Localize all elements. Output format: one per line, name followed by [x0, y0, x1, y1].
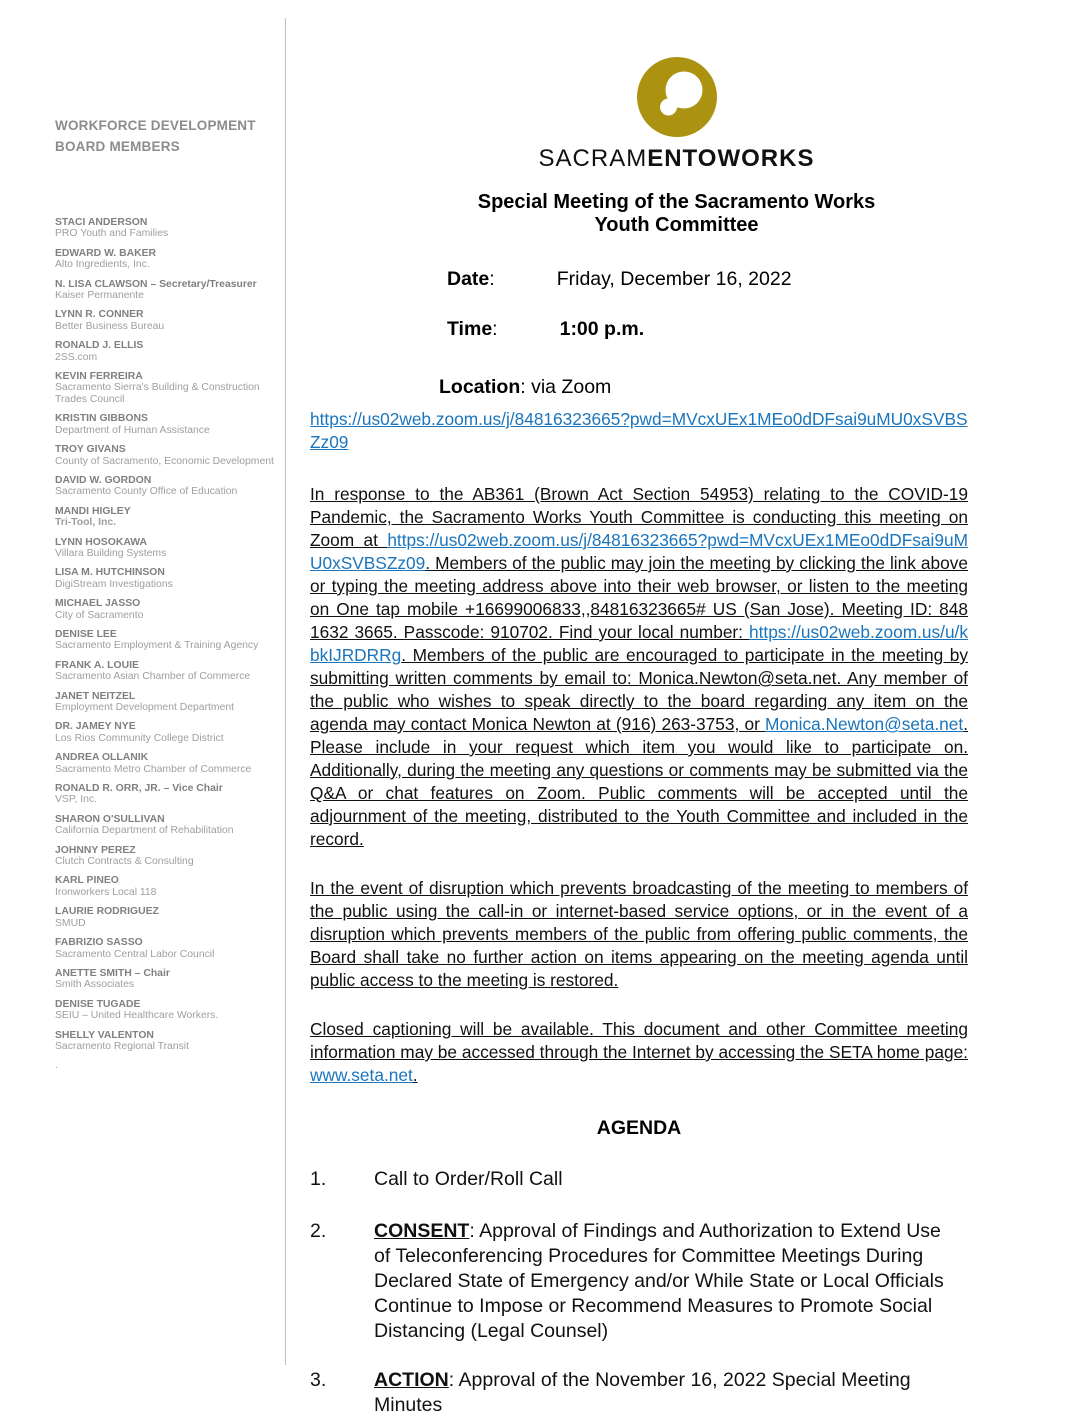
board-member-name: JOHNNY PEREZ	[55, 844, 136, 856]
email-link[interactable]: Monica.Newton@seta.net	[765, 714, 964, 734]
board-member-organization: Alto Ingredients, Inc.	[55, 259, 150, 271]
sidebar-title: WORKFORCE DEVELOPMENT BOARD MEMBERS	[55, 118, 256, 154]
board-member-name: JANET NEITZEL	[55, 690, 136, 702]
board-member-organization: Villara Building Systems	[55, 547, 167, 559]
board-member-entry	[55, 691, 285, 714]
sidebar-divider	[285, 18, 286, 1365]
board-member-organization: City of Sacramento	[55, 609, 144, 621]
board-member-name: EDWARD W. BAKER	[55, 247, 157, 259]
board-member-organization: DigiStream Investigations	[55, 578, 173, 590]
board-member-entry	[55, 506, 285, 529]
board-member-organization: SEIU – United Healthcare Workers.	[55, 1010, 219, 1022]
board-member-entry	[55, 537, 285, 560]
page-title	[385, 191, 968, 237]
board-member-name: LYNN HOSOKAWA	[55, 536, 147, 548]
board-member-organization: Smith Associates	[55, 979, 135, 991]
brand-wordmark	[385, 145, 968, 173]
board-member-entry	[55, 1030, 285, 1053]
board-member-organization: Tri-Tool, Inc.	[55, 517, 116, 529]
time-label: Time	[447, 318, 493, 340]
board-member-organization: 2SS.com	[55, 351, 98, 363]
board-member-entry	[55, 444, 285, 467]
paragraph-text: . Members of the public are encouraged to participate in the meeting by submitting written comments by email to: Monica.Newton@seta.net. Any member of the public who wishes to speak directly to the board regarding any item on the agenda may contact Monica Newton at (916) 263-3753, or	[310, 645, 968, 734]
board-member-organization: Employment Development Department	[55, 702, 235, 713]
location-value: via Zoom	[525, 376, 612, 398]
zoom-meeting-link[interactable]: https://us02web.zoom.us/j/84816323665?pwd=MVcxUEx1MEo0dDFsai9uMU0xSVBSZz09	[310, 409, 968, 452]
paragraph-text: In response to the AB361 (Brown Act Section 54953) relating to the COVID-19 Pandemic, the Sacramento Works Youth Committee is conducting this meeting on Zoom at	[310, 484, 968, 550]
board-member-name: ANDREA OLLANIK	[55, 752, 149, 764]
meeting-location-row	[439, 376, 968, 399]
board-members-sidebar	[55, 115, 285, 1071]
board-member-entry	[55, 660, 285, 683]
agenda-item-number: 1.	[310, 1168, 327, 1190]
board-member-name: KEVIN FERREIRA	[55, 371, 143, 383]
board-member-entry	[55, 309, 285, 332]
meeting-date-row	[447, 268, 968, 291]
board-member-entry	[55, 968, 285, 991]
agenda-item-text: : Approval of the November 16, 2022 Special Meeting Minutes	[374, 1369, 911, 1416]
board-member-organization: Sacramento Sierra's Building & Construction Trades Council	[55, 382, 260, 405]
paragraph-text: . Members of the public may join the meeting by clicking the link above or typing the meeting address above into their web browser, or listen to the meeting on One tap mobile +16699006833,,84816323665# US (San Jose). Meeting ID: 848 1632 3665. Passcode: 910702. Find your local number:	[310, 553, 968, 642]
board-member-name: KRISTIN GIBBONS	[55, 413, 148, 425]
zoom-meeting-link-line	[310, 408, 968, 454]
board-member-name: LAURIE RODRIGUEZ	[55, 906, 159, 918]
zoom-meeting-link-inline[interactable]: https://us02web.zoom.us/j/84816323665?pwd=MVcxUEx1MEo0dDFsai9uMU0xSVBSZz09	[310, 530, 968, 573]
agenda-item-3	[310, 1368, 968, 1418]
brand-segment-bold: WORKS	[717, 145, 815, 172]
date-label: Date	[447, 268, 490, 290]
board-member-entry	[55, 814, 285, 837]
seta-home-page-link[interactable]: www.seta.net	[310, 1065, 413, 1085]
board-member-organization: Sacramento Metro Chamber of Commerce	[55, 763, 252, 775]
agenda-item-number: 3.	[310, 1369, 327, 1391]
board-member-entry	[55, 598, 285, 621]
sidebar-footer-dot: .	[55, 1060, 58, 1072]
board-member-entry	[55, 413, 285, 436]
board-member-name: N. LISA CLAWSON – Secretary/Treasurer	[55, 278, 257, 290]
board-member-organization: SMUD	[55, 917, 86, 929]
location-colon: :	[520, 376, 526, 398]
board-member-name: LISA M. HUTCHINSON	[55, 567, 165, 579]
page-title-line2: Youth Committee	[594, 214, 759, 236]
board-member-name: RONALD R. ORR, JR. – Vice Chair	[55, 783, 223, 795]
agenda-heading: AGENDA	[596, 1117, 682, 1139]
board-member-organization: Sacramento Central Labor Council	[55, 948, 215, 960]
board-member-entry	[55, 999, 285, 1022]
board-member-name: DENISE LEE	[55, 628, 117, 640]
board-member-name: FRANK A. LOUIE	[55, 659, 139, 671]
board-member-name: LYNN R. CONNER	[55, 309, 144, 321]
board-member-name: KARL PINEO	[55, 875, 119, 887]
document-body	[310, 0, 968, 1418]
board-member-name: DR. JAMEY NYE	[55, 721, 136, 733]
board-member-entry	[55, 906, 285, 929]
board-member-entry	[55, 783, 285, 806]
board-member-entry	[55, 567, 285, 590]
agenda-item-text: Call to Order/Roll Call	[374, 1168, 563, 1190]
agenda-item-2	[310, 1219, 968, 1344]
board-member-entry	[55, 937, 285, 960]
board-member-entry	[55, 875, 285, 898]
body-paragraph-zoom-instructions	[310, 483, 968, 851]
board-member-entry	[55, 845, 285, 868]
location-label: Location	[439, 376, 521, 398]
agenda-item-1	[310, 1167, 968, 1192]
brand-segment-light: SACRAM	[538, 145, 648, 172]
zoom-local-number-link[interactable]: https://us02web.zoom.us/u/kbkIJRDRRg	[310, 622, 968, 665]
board-member-entry	[55, 217, 285, 240]
agenda-item-number: 2.	[310, 1220, 327, 1242]
board-member-entry	[55, 279, 285, 302]
date-colon: :	[489, 268, 495, 290]
board-member-name: STACI ANDERSON	[55, 217, 148, 228]
board-member-organization: Department of Human Assistance	[55, 424, 210, 436]
board-member-organization: Sacramento Asian Chamber of Commerce	[55, 671, 251, 683]
agenda-item-text: : Approval of Findings and Authorization to Extend Use of Teleconferencing Procedures for Committee Meetings During Declared State of Emergency and/or While State or Local Officials Continue to Impose or Recommend Measures to Promote Social Distancing (Legal Counsel)	[374, 1220, 944, 1342]
paragraph-text: . Please include in your request which item you would like to participate on. Additionally, during the meeting any questions or comments may be submitted via the Q&A or chat features on Zoom. Public comments will be accepted until the adjournment of the meeting, distributed to the Youth Committee and included in the record.	[310, 714, 968, 849]
board-member-entry	[55, 340, 285, 363]
body-paragraph-disruption-policy: In the event of disruption which prevents broadcasting of the meeting to members of the public using the call-in or internet-based service options, or in the event of a disruption which prevents members of the public from offering public comments, the Board shall take no further action on items appearing on the meeting agenda until public access to the meeting is restored.	[310, 878, 968, 990]
agenda-item-label: CONSENT	[374, 1220, 470, 1242]
board-members-list	[55, 217, 285, 1052]
board-member-organization: VSP, Inc.	[55, 794, 97, 806]
body-paragraph-closed-captioning	[310, 1018, 968, 1087]
board-member-entry	[55, 248, 285, 271]
board-member-name: FABRIZIO SASSO	[55, 937, 143, 949]
date-value: Friday, December 16, 2022	[556, 268, 792, 290]
board-member-organization: County of Sacramento, Economic Development	[55, 455, 274, 467]
board-member-name: ANETTE SMITH – Chair	[55, 967, 170, 979]
board-member-organization: Kaiser Permanente	[55, 290, 144, 302]
paragraph-text: Closed captioning will be available. This document and other Committee meeting information may be accessed through the Internet by accessing the SETA home page:	[310, 1019, 968, 1062]
meeting-time-row	[447, 318, 968, 341]
board-member-organization: Clutch Contracts & Consulting	[55, 856, 194, 868]
board-member-name: MANDI HIGLEY	[55, 505, 131, 517]
board-member-organization: Los Rios Community College District	[55, 732, 224, 744]
board-member-entry	[55, 475, 285, 498]
board-member-name: DAVID W. GORDON	[55, 474, 152, 486]
board-member-organization: PRO Youth and Families	[55, 228, 169, 240]
board-member-name: SHELLY VALENTON	[55, 1029, 154, 1041]
page-title-line1: Special Meeting of the Sacramento Works	[477, 191, 876, 213]
paragraph-text: .	[412, 1065, 418, 1085]
board-member-organization: Better Business Bureau	[55, 320, 165, 332]
sacramento-works-logo	[637, 57, 717, 137]
board-member-entry	[55, 371, 285, 405]
agenda-item-label: ACTION	[374, 1369, 449, 1391]
board-member-organization: Sacramento Employment & Training Agency	[55, 640, 259, 652]
document-header	[385, 57, 968, 237]
board-member-name: DENISE TUGADE	[55, 998, 141, 1010]
time-colon: :	[492, 318, 498, 340]
board-member-name: RONALD J. ELLIS	[55, 340, 144, 352]
board-member-organization: California Department of Rehabilitation	[55, 825, 234, 837]
board-member-entry	[55, 721, 285, 744]
brand-segment-mid: ENTO	[647, 145, 718, 172]
board-member-organization: Sacramento County Office of Education	[55, 486, 238, 498]
board-member-entry	[55, 752, 285, 775]
board-member-organization: Ironworkers Local 118	[55, 886, 157, 898]
board-member-name: MICHAEL JASSO	[55, 598, 141, 610]
board-member-name: TROY GIVANS	[55, 444, 126, 456]
board-member-name: SHARON O'SULLIVAN	[55, 813, 165, 825]
board-member-organization: Sacramento Regional Transit	[55, 1040, 189, 1052]
time-value: 1:00 p.m.	[559, 318, 645, 340]
board-member-entry	[55, 629, 285, 652]
